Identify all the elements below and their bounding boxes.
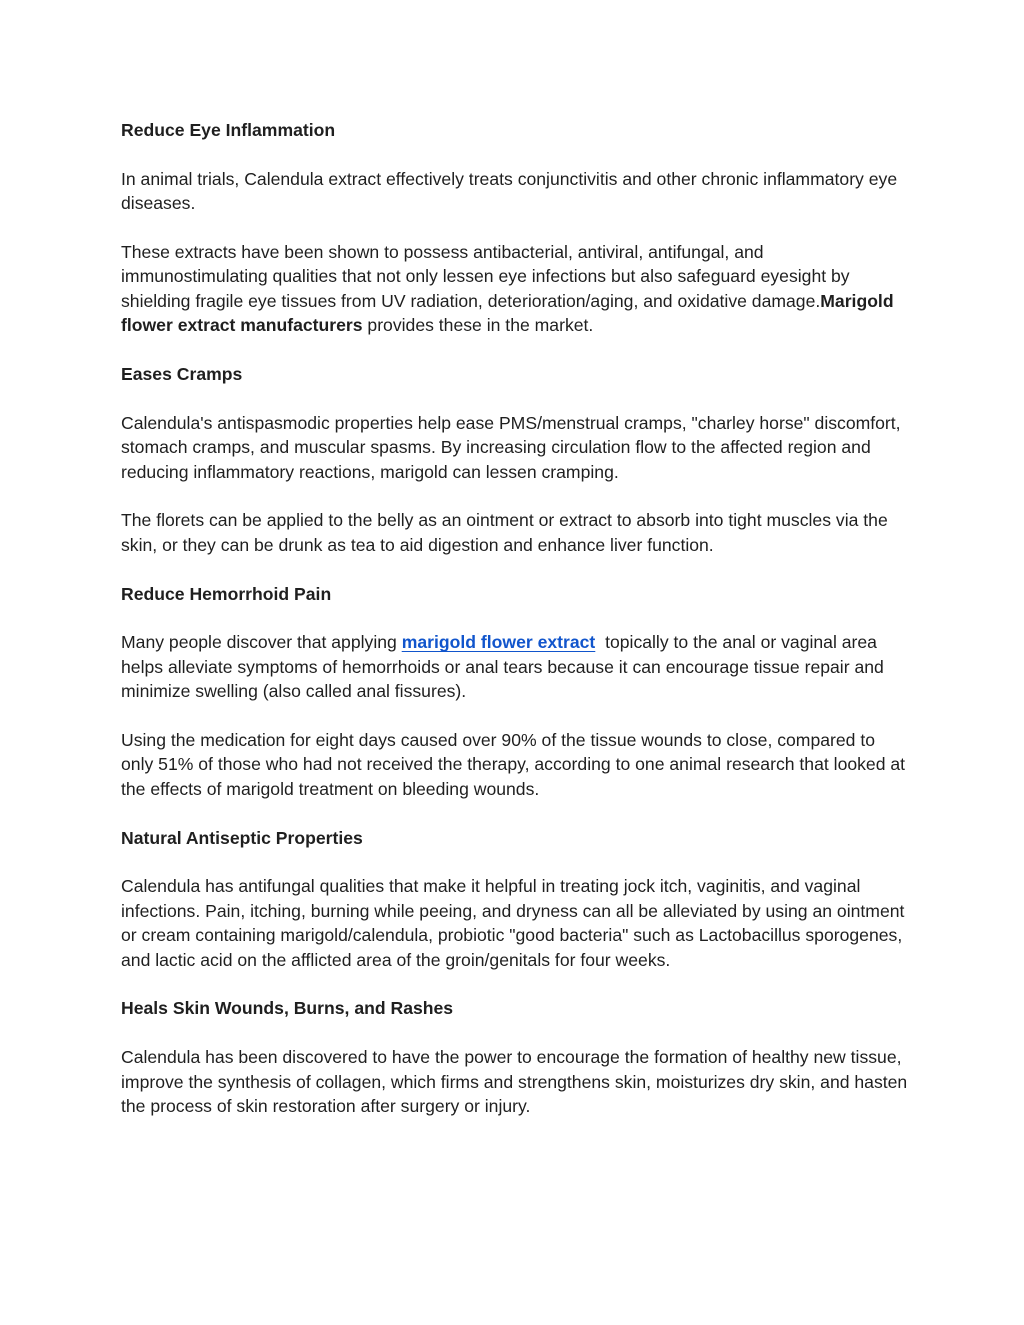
paragraph-skin-wounds: Calendula has been discovered to have the power to encourage the formation of healthy new tissue, improve the synthesis of collagen, which firms and strengthens skin, moisturizes dry skin, and hasten the process of skin restoration after surgery or injury. xyxy=(121,1047,908,1117)
paragraph-antiseptic: Calendula has antifungal qualities that make it helpful in treating jock itch, vaginitis, and vaginal infections. Pain, itching, burning while peeing, and dryness can all be alleviated by using an ointment or cream containing marigold/calendula, probiotic "good bacteria" such as Lactobacillus sporogenes, and lactic acid on the afflicted area of the groin/genitals for four weeks. xyxy=(121,876,905,970)
paragraph-cramps-antispasmodic: Calendula's antispasmodic properties help ease PMS/menstrual cramps, "charley horse" discomfort, stomach cramps, and muscular spasms. By increasing circulation flow to the affected region and reducing inflammatory reactions, marigold can lessen cramping. xyxy=(121,412,901,482)
paragraph-eye-extracts-text: These extracts have been shown to possess antibacterial, antiviral, antifungal, and immunostimulating qualities that not only lessen eye infections but also safeguard eyesight by shielding fragile eye tissues from UV radiation, deterioration/aging, and oxidative damage. xyxy=(121,242,850,311)
marigold-extract-link[interactable]: marigold flower extract xyxy=(401,632,596,653)
paragraph-eye-trials: In animal trials, Calendula extract effectively treats conjunctivitis and other chronic inflammatory eye diseases. xyxy=(121,168,898,214)
paragraph-hemorrhoid-applying xyxy=(121,630,911,703)
section-heading-eye-inflammation: Reduce Eye Inflammation xyxy=(121,120,336,140)
section-heading-skin-wounds: Heals Skin Wounds, Burns, and Rashes xyxy=(121,998,454,1019)
paragraph-eye-extracts-tail: provides these in the market. xyxy=(362,315,594,336)
section-heading-cramps: Eases Cramps xyxy=(121,364,243,385)
document-body xyxy=(121,118,911,1143)
section-heading-antiseptic: Natural Antiseptic Properties xyxy=(121,827,363,848)
paragraph-hemorrhoid-after: topically to the anal or vaginal area helps alleviate symptoms of hemorrhoids or anal tears because it can encourage tissue repair and minimize swelling (also called anal fissures). xyxy=(121,632,889,702)
paragraph-hemorrhoid-study: Using the medication for eight days caused over 90% of the tissue wounds to close, compared to only 51% of those who had not received the therapy, according to one animal research that looked at the effects of marigold treatment on bleeding wounds. xyxy=(121,730,906,799)
paragraph-hemorrhoid-before: Many people discover that applying xyxy=(121,632,402,653)
paragraph-cramps-florets: The florets can be applied to the belly as an ointment or extract to absorb into tight muscles via the skin, or they can be drunk as tea to aid digestion and enhance liver function. xyxy=(121,510,888,555)
manufacturers-bold-text: Marigold flower extract manufacturers xyxy=(121,290,894,336)
section-heading-hemorrhoid: Reduce Hemorrhoid Pain xyxy=(121,583,332,604)
paragraph-eye-extracts xyxy=(121,240,911,338)
